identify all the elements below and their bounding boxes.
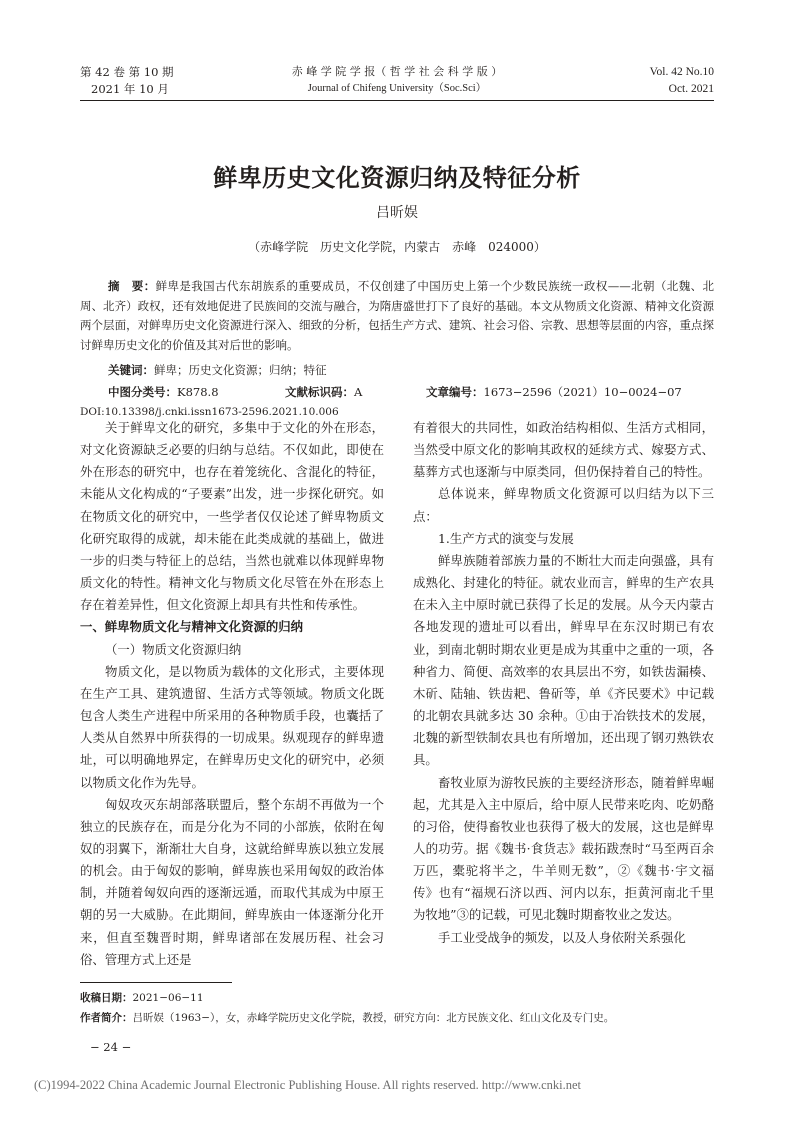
header-volume-english: Vol. 42 No.10 <box>649 66 714 78</box>
clc-code <box>108 383 219 401</box>
paragraph: 总体说来，鲜卑物质文化资源可以归结为以下三点： <box>413 486 714 524</box>
paragraph: 匈奴攻灭东胡部落联盟后，整个东胡不再做为一个独立的民族存在，而是分化为不同的小部族，依附在匈奴的羽翼下，渐渐壮大自身，这就给鲜卑族以独立发展的机会。由于匈奴的影响，鲜卑族也采用匈奴的政治体制，并随着匈奴向西的逐渐远遁，而取代其成为中原王朝的另一大威胁。在此期间，鲜卑族由一体逐渐分化开来，但直至魏晋时期，鲜卑诸部在发展历程、社会习俗、管理方式上还是 <box>80 796 384 967</box>
document-code-label: 文献标识码： <box>285 385 354 399</box>
header-date: 2021 年 10 月 <box>91 82 169 96</box>
keywords-label: 关键词： <box>108 363 154 377</box>
subsection-heading: （一）物质文化资源归纳 <box>105 641 242 657</box>
paragraph: 有着很大的共同性，如政治结构相似、生活方式相同，当然受中原文化的影响其政权的延续方式、嫁娶方式、墓葬方式也逐渐与中原类同，但仍保持着自己的特性。 <box>413 420 714 480</box>
header-journal-name: 赤 峰 学 院 学 报（ 哲 学 社 会 科 学 版 ） <box>291 65 503 78</box>
document-code <box>285 383 362 401</box>
footnote-rule <box>80 982 232 983</box>
paragraph: 物质文化，是以物质为载体的文化形式，主要体现在生产工具、建筑遗留、生活方式等领域。物质文化既包含人类生产进程中所采用的各种物质手段，也囊括了人类从自然界中所获得的一切成果。纵观现存的鲜卑遗址，可以明确地界定，在鲜卑历史文化的研究中，必须以物质文化作为先导。 <box>80 663 384 790</box>
right-column <box>413 417 714 949</box>
article-author: 吕昕娱 <box>376 205 418 221</box>
left-column <box>80 417 384 971</box>
header-journal-english: Journal of Chifeng University（Soc.Sci） <box>307 83 487 94</box>
abstract-label: 摘 要： <box>108 279 156 293</box>
article-number-label: 文章编号： <box>426 385 484 399</box>
author-bio <box>80 1010 614 1026</box>
copyright-line: (C)1994-2022 China Academic Journal Electronic Publishing House. All rights reserved. http://www.cnki.net <box>34 1078 582 1092</box>
author-bio-text: 吕昕娱（1963−），女，赤峰学院历史文化学院，教授，研究方向：北方民族文化、红山文化及专门史。 <box>132 1012 615 1024</box>
paragraph: 手工业受战争的频发，以及人身依附关系强化 <box>438 929 686 945</box>
clc-label: 中图分类号： <box>108 385 177 399</box>
paragraph: 鲜卑族随着部族力量的不断壮大而走向强盛，具有成熟化、封建化的特征。就农业而言，鲜卑的生产农具在未入主中原时就已获得了长足的发展。从今天内蒙古各地发现的遗址可以看出，鲜卑早在东汉时期已有农业，到南北朝时期农业更是成为其重中之重的一项，各种省力、简便、高效率的农具层出不穷，如铁齿漏楱、木斫、陆轴、铁齿耙、鲁斫等，单《齐民要术》中记载的北朝农具就多达 30 余种。①由于冶铁技术的发展，北魏的新型铁制农具也有所增加，还出现了钢刃熟铁农具。 <box>413 552 714 768</box>
doi: DOI:10.13398/j.cnki.issn1673-2596.2021.10.006 <box>80 406 339 418</box>
received-date <box>80 990 204 1006</box>
section-heading: 一、鲜卑物质文化与精神文化资源的归纳 <box>80 619 304 635</box>
subsection-heading: 1.生产方式的演变与发展 <box>438 530 574 546</box>
header-date-english: Oct. 2021 <box>668 83 714 95</box>
document-code-value: A <box>354 385 363 399</box>
paragraph: 畜牧业原为游牧民族的主要经济形态，随着鲜卑崛起，尤其是入主中原后，给中原人民带来吃肉、吃奶酪的习俗，使得畜牧业也获得了极大的发展，这也是鲜卑人的功劳。据《魏书·食货志》载拓跋焘时“马至两百余万匹，橐驼将半之，牛羊则无数”，②《魏书·宇文福传》也有“福规石济以西、河内以东，拒黄河南北千里为牧地”③的记载，可见北魏时期畜牧业之发达。 <box>413 774 714 923</box>
paragraph: 关于鲜卑文化的研究，多集中于文化的外在形态，对文化资源缺乏必要的归纳与总结。不仅如此，即使在外在形态的研究中，也存在着笼统化、含混化的特征，未能从文化构成的“子要素”出发，进一步探化研究。如在物质文化的研究中，一些学者仅仅论述了鲜卑物质文化研究取得的成就，却未能在此类成就的基础上，做进一步的归类与特征上的总结，当然也就难以体现鲜卑物质文化的特性。精神文化与物质文化尽管在外在形态上存在着差异性，但文化资源上却具有共性和传承性。 <box>80 420 384 613</box>
keywords <box>108 361 327 379</box>
received-label: 收稿日期： <box>80 992 133 1004</box>
keywords-text: 鲜卑；历史文化资源；归纳；特征 <box>154 363 327 377</box>
article-number <box>426 383 682 401</box>
clc-value: K878.8 <box>177 385 219 399</box>
author-bio-label: 作者简介： <box>80 1012 133 1024</box>
abstract-text: 鲜卑是我国古代东胡族系的重要成员，不仅创建了中国历史上第一个少数民族统一政权——北朝（北魏、北周、北齐）政权，还有效地促进了民族间的交流与融合，为隋唐盛世打下了良好的基础。本文从物质文化资源、精神文化资源两个层面，对鲜卑历史文化资源进行深入、细致的分析，包括生产方式、建筑、社会习俗、宗教、思想等层面的内容，重点探讨鲜卑历史文化的价值及其对后世的影响。 <box>80 279 714 352</box>
article-number-value: 1673−2596（2021）10−0024−07 <box>483 385 682 399</box>
author-affiliation: （赤峰学院 历史文化学院，内蒙古 赤峰 024000） <box>248 240 546 254</box>
header-rule <box>80 100 714 101</box>
abstract <box>80 277 714 355</box>
received-value: 2021−06−11 <box>132 992 204 1004</box>
page-number: − 24 − <box>90 1040 132 1054</box>
article-title: 鲜卑历史文化资源归纳及特征分析 <box>213 163 581 192</box>
header-volume: 第 42 卷 第 10 期 <box>80 65 174 79</box>
